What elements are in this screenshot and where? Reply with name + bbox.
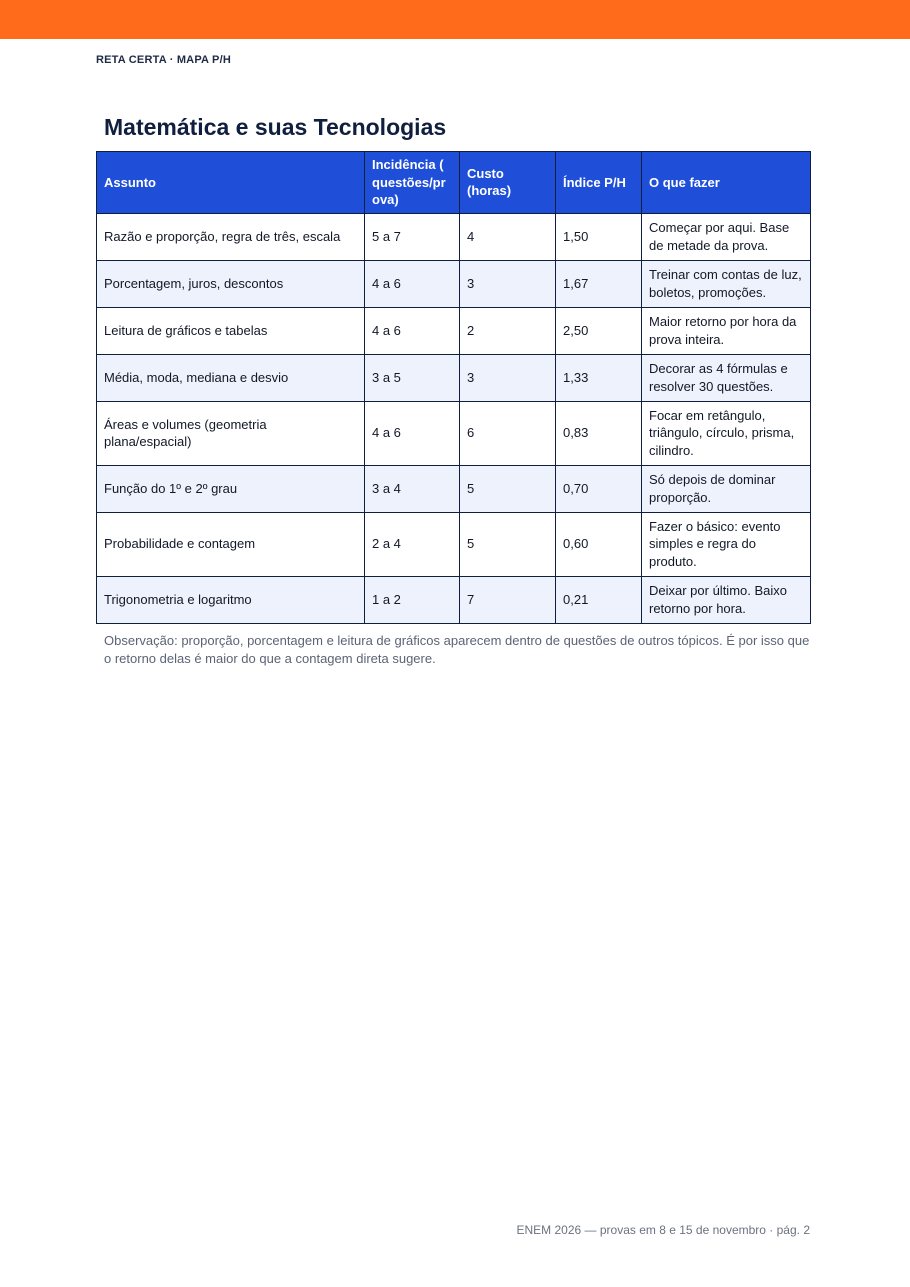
cell-custo: 7 <box>460 576 556 623</box>
cell-assunto: Razão e proporção, regra de três, escala <box>97 213 365 260</box>
cell-o-que-fazer: Deixar por último. Baixo retorno por hora. <box>642 576 811 623</box>
cell-incidencia: 2 a 4 <box>365 512 460 576</box>
column-header-indice: Índice P/H <box>556 152 642 214</box>
cell-assunto: Trigonometria e logaritmo <box>97 576 365 623</box>
cell-assunto: Função do 1º e 2º grau <box>97 465 365 512</box>
cell-incidencia: 4 a 6 <box>365 307 460 354</box>
column-header-o-que-fazer: O que fazer <box>642 152 811 214</box>
header-label: RETA CERTA · MAPA P/H <box>96 54 231 66</box>
column-header-incidencia: Incidência ( questões/pr ova) <box>365 152 460 214</box>
cell-incidencia: 3 a 5 <box>365 354 460 401</box>
priority-table <box>96 151 811 624</box>
cell-assunto: Áreas e volumes (geometria plana/espacial) <box>97 401 365 465</box>
table-row <box>97 213 811 260</box>
cell-o-que-fazer: Começar por aqui. Base de metade da prova. <box>642 213 811 260</box>
column-header-custo: Custo (horas) <box>460 152 556 214</box>
cell-custo: 3 <box>460 260 556 307</box>
table-footnote: Observação: proporção, porcentagem e leitura de gráficos aparecem dentro de questões de outros tópicos. É por isso que o retorno delas é maior do que a contagem direta sugere. <box>104 633 810 666</box>
cell-o-que-fazer: Maior retorno por hora da prova inteira. <box>642 307 811 354</box>
table-header-row <box>97 152 811 214</box>
cell-indice: 1,33 <box>556 354 642 401</box>
cell-o-que-fazer: Só depois de dominar proporção. <box>642 465 811 512</box>
table-row <box>97 354 811 401</box>
cell-custo: 5 <box>460 465 556 512</box>
table-row <box>97 465 811 512</box>
cell-incidencia: 1 a 2 <box>365 576 460 623</box>
cell-o-que-fazer: Focar em retângulo, triângulo, círculo, prisma, cilindro. <box>642 401 811 465</box>
cell-indice: 0,60 <box>556 512 642 576</box>
table-row <box>97 512 811 576</box>
cell-incidencia: 4 a 6 <box>365 260 460 307</box>
cell-o-que-fazer: Decorar as 4 fórmulas e resolver 30 questões. <box>642 354 811 401</box>
table-row <box>97 401 811 465</box>
column-header-assunto: Assunto <box>97 152 365 214</box>
table-row <box>97 576 811 623</box>
cell-indice: 1,50 <box>556 213 642 260</box>
cell-assunto: Probabilidade e contagem <box>97 512 365 576</box>
cell-incidencia: 5 a 7 <box>365 213 460 260</box>
cell-custo: 4 <box>460 213 556 260</box>
cell-assunto: Leitura de gráficos e tabelas <box>97 307 365 354</box>
cell-indice: 1,67 <box>556 260 642 307</box>
cell-assunto: Porcentagem, juros, descontos <box>97 260 365 307</box>
cell-incidencia: 4 a 6 <box>365 401 460 465</box>
cell-custo: 2 <box>460 307 556 354</box>
table-row <box>97 307 811 354</box>
cell-assunto: Média, moda, mediana e desvio <box>97 354 365 401</box>
top-accent-band <box>0 0 910 39</box>
cell-o-que-fazer: Treinar com contas de luz, boletos, promoções. <box>642 260 811 307</box>
cell-indice: 2,50 <box>556 307 642 354</box>
cell-custo: 3 <box>460 354 556 401</box>
cell-custo: 5 <box>460 512 556 576</box>
page-footer: ENEM 2026 — provas em 8 e 15 de novembro · pág. 2 <box>516 1223 810 1237</box>
cell-indice: 0,83 <box>556 401 642 465</box>
section-title: Matemática e suas Tecnologias <box>104 114 447 140</box>
cell-custo: 6 <box>460 401 556 465</box>
cell-o-que-fazer: Fazer o básico: evento simples e regra do produto. <box>642 512 811 576</box>
cell-incidencia: 3 a 4 <box>365 465 460 512</box>
cell-indice: 0,70 <box>556 465 642 512</box>
cell-indice: 0,21 <box>556 576 642 623</box>
table-row <box>97 260 811 307</box>
